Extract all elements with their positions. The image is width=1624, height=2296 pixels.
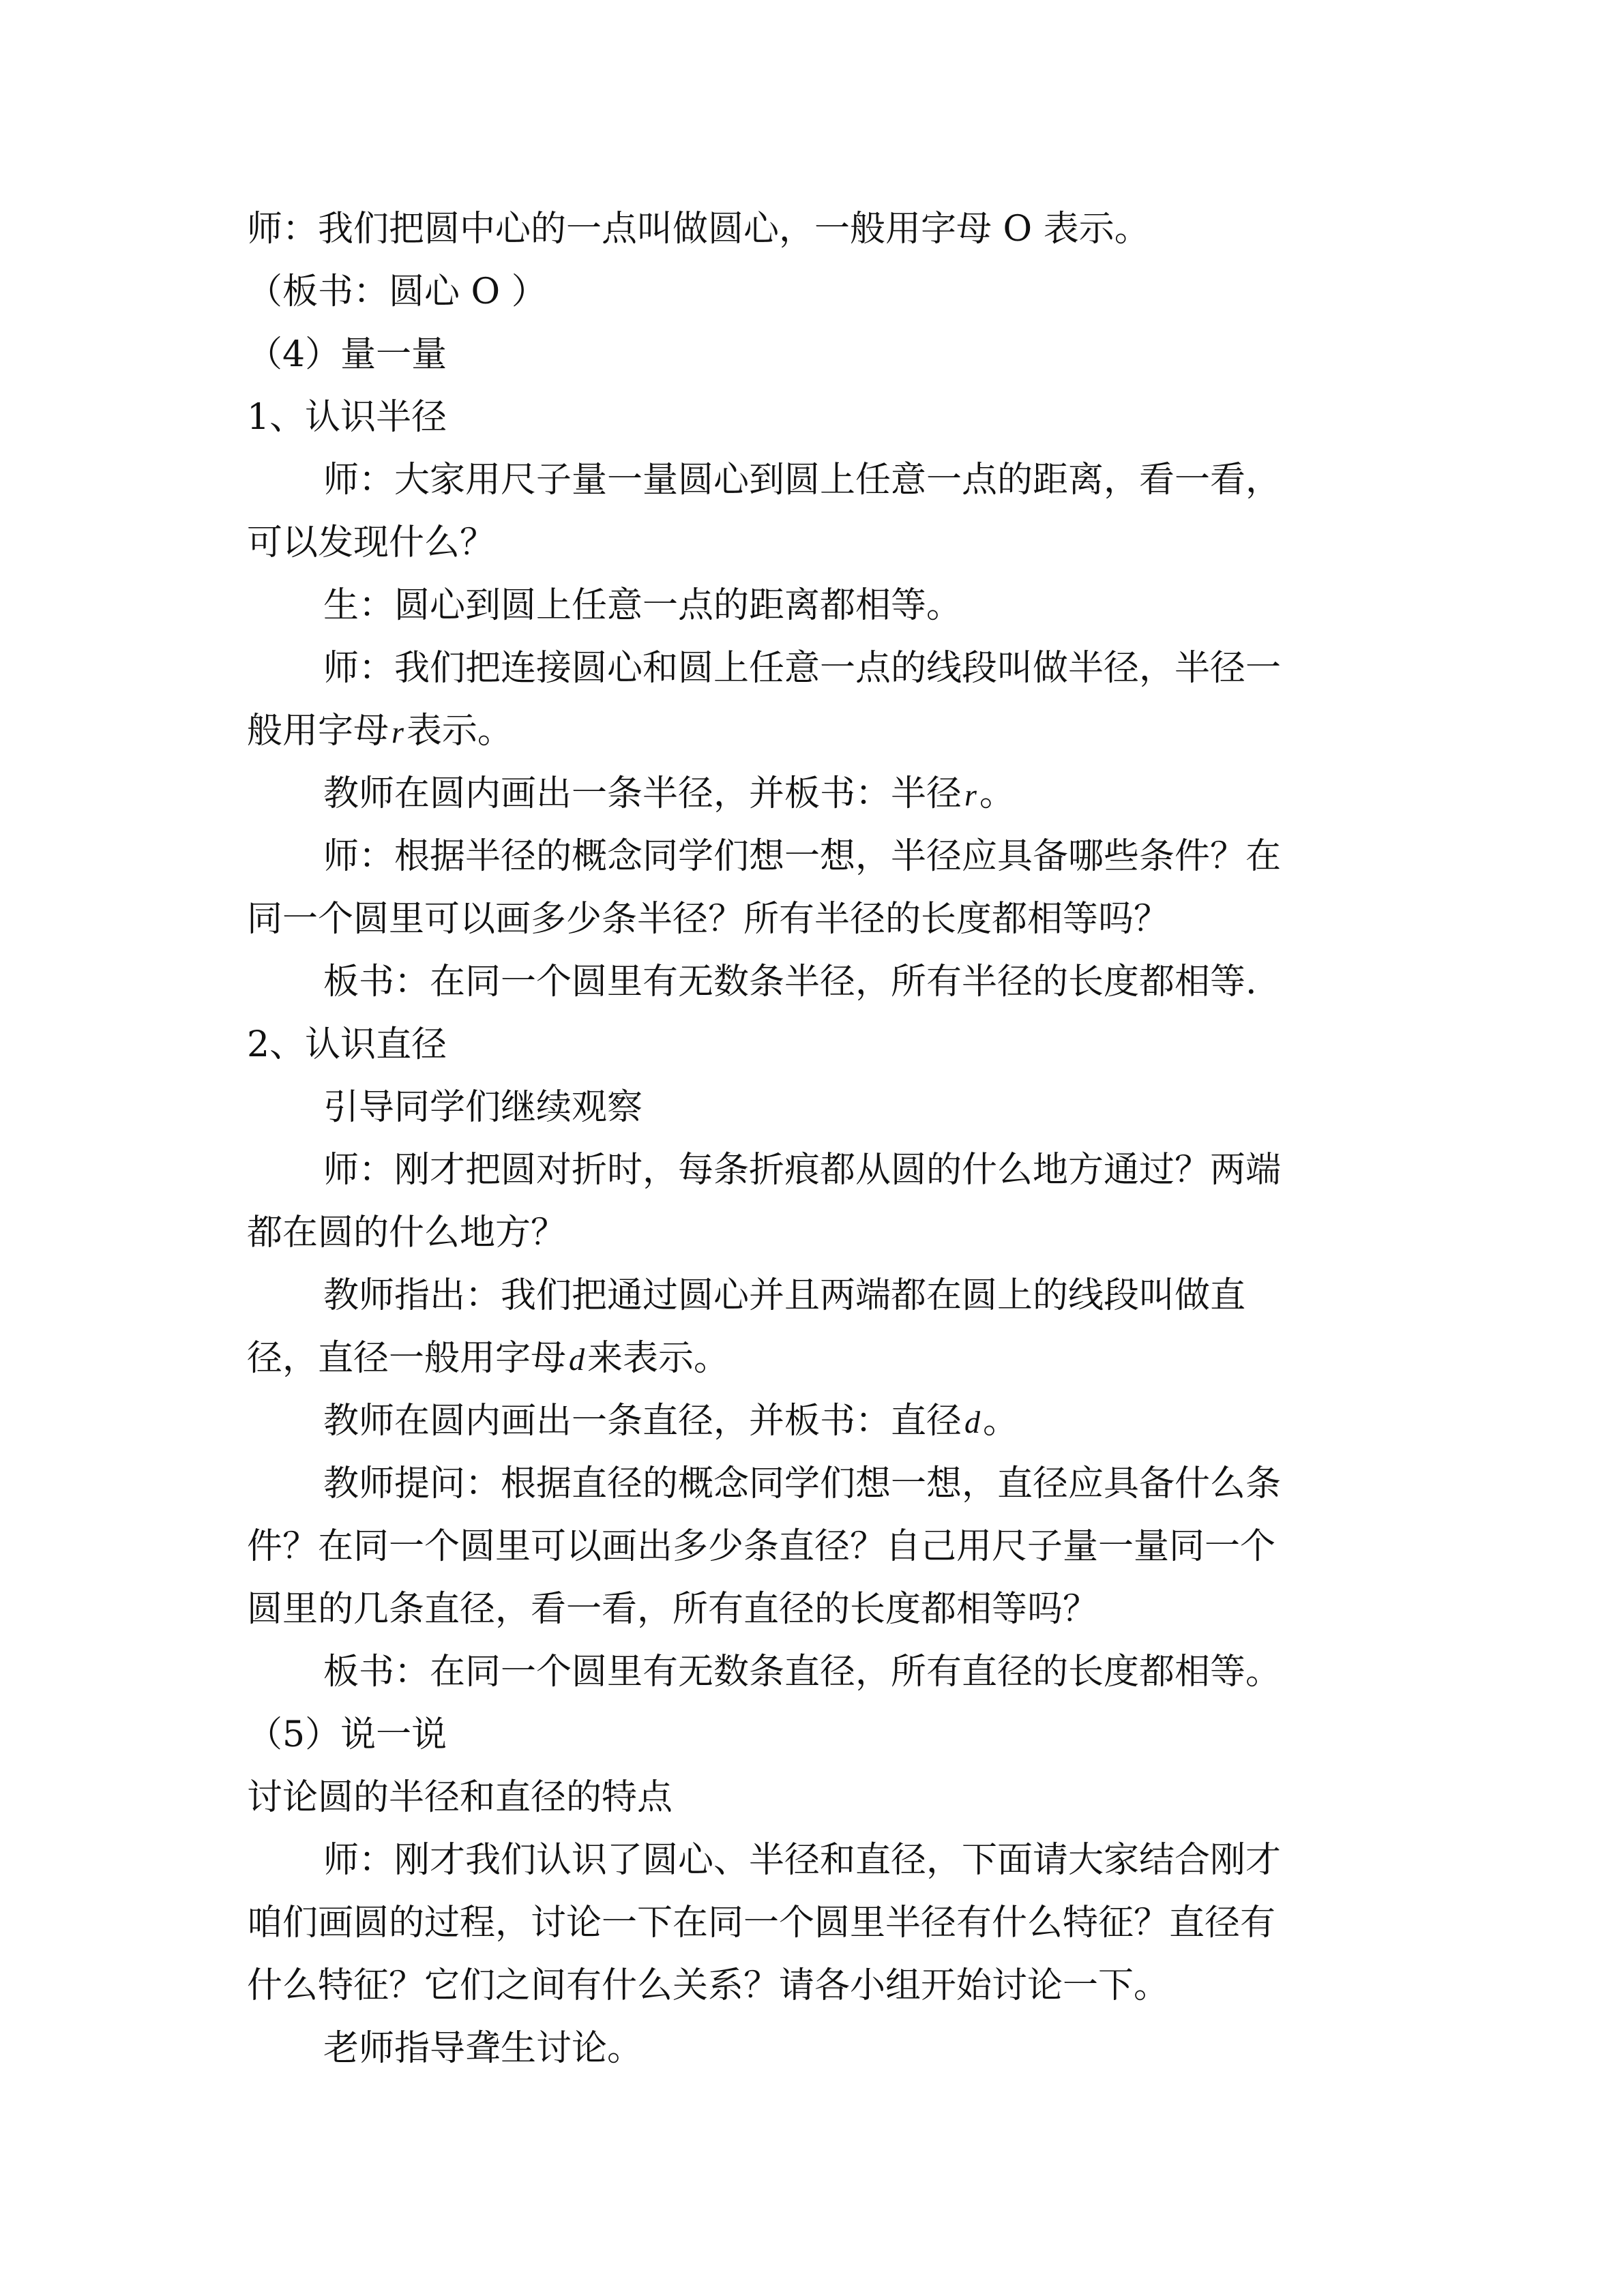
document-body (247, 198, 1365, 2080)
text-line: （5）说一说 (247, 1714, 447, 1755)
text-line: 师：刚才把圆对折时，每条折痕都从圆的什么地方通过？两端 (323, 1150, 1282, 1191)
text-line: 师：刚才我们认识了圆心、半径和直径，下面请大家结合刚才 (323, 1840, 1282, 1881)
text-line: （板书：圆心 O ） (247, 271, 547, 312)
text-line: 师：我们把圆中心的一点叫做圆心，一般用字母 O 表示。 (247, 209, 1150, 250)
text-segment: 表示。 (406, 711, 513, 751)
text-line: 师：根据半径的概念同学们想一想，半径应具备哪些条件？在 (323, 836, 1282, 877)
text-line (247, 1390, 1365, 1452)
text-line: 1、认识半径 (247, 397, 447, 438)
text-line: 教师提问：根据直径的概念同学们想一想，直径应具备什么条 (323, 1463, 1282, 1504)
text-segment: 来表示。 (587, 1338, 730, 1379)
text-line (247, 700, 1365, 762)
text-line: 板书：在同一个圆里有无数条半径，所有半径的长度都相等. (323, 961, 1257, 1002)
text-segment: 教师在圆内画出一条半径，并板书：半径 (323, 773, 962, 814)
text-line: 同一个圆里可以画多少条半径？所有半径的长度都相等吗？ (247, 899, 1170, 940)
text-segment: 般用字母 (247, 711, 389, 751)
text-segment: 。 (979, 773, 1015, 814)
text-segment: 教师在圆内画出一条直径，并板书：直径 (323, 1401, 962, 1442)
text-line: 讨论圆的半径和直径的特点 (247, 1777, 673, 1818)
text-line: 师：我们把连接圆心和圆上任意一点的线段叫做半径，半径一 (323, 648, 1282, 689)
text-line: 生：圆心到圆上任意一点的距离都相等。 (323, 585, 962, 626)
text-line: 教师指出：我们把通过圆心并且两端都在圆上的线段叫做直 (323, 1275, 1246, 1316)
text-line: 老师指导聋生讨论。 (323, 2028, 643, 2069)
text-segment: 。 (983, 1401, 1019, 1442)
text-line: 都在圆的什么地方？ (247, 1212, 567, 1253)
math-variable: d (569, 1342, 585, 1377)
text-line: 引导同学们继续观察 (323, 1087, 643, 1128)
text-line: 什么特征？它们之间有什么关系？请各小组开始讨论一下。 (247, 1965, 1170, 2006)
text-line (247, 762, 1365, 825)
math-variable: r (392, 715, 404, 749)
text-line: 圆里的几条直径，看一看，所有直径的长度都相等吗？ (247, 1589, 1099, 1630)
text-line (247, 1327, 1365, 1390)
text-line: 件？在同一个圆里可以画出多少条直径？自己用尺子量一量同一个 (247, 1526, 1276, 1567)
text-line: 咱们画圆的过程，讨论一下在同一个圆里半径有什么特征？直径有 (247, 1903, 1276, 1943)
math-variable: d (964, 1405, 981, 1440)
text-line: 2、认识直径 (247, 1024, 447, 1065)
text-line: （4）量一量 (247, 334, 447, 375)
text-line: 可以发现什么？ (247, 522, 496, 563)
math-variable: r (964, 777, 977, 812)
text-line: 师：大家用尺子量一量圆心到圆上任意一点的距离，看一看， (323, 460, 1282, 501)
text-segment: 径，直径一般用字母 (247, 1338, 567, 1379)
text-line: 板书：在同一个圆里有无数条直径，所有直径的长度都相等。 (323, 1652, 1282, 1693)
